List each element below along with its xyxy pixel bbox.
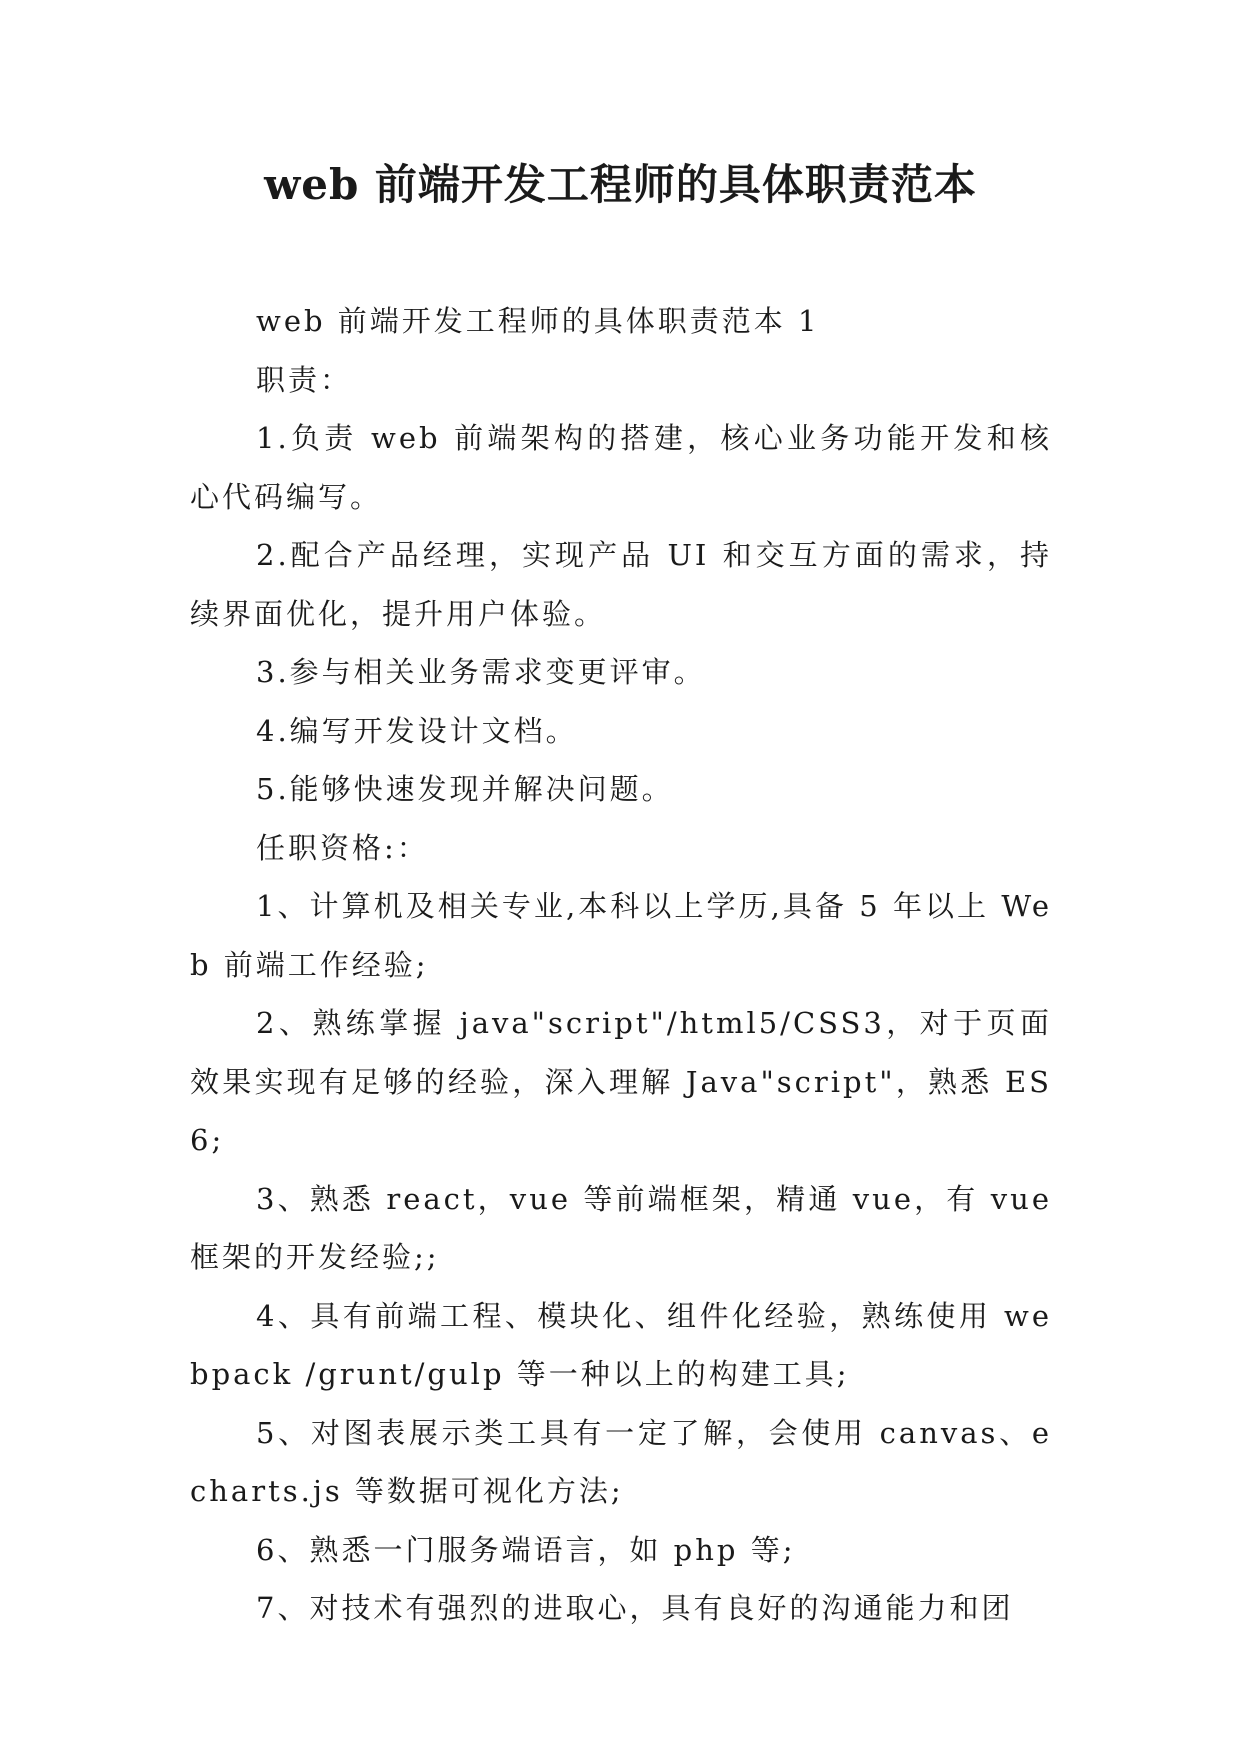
paragraph-duty-5: 5.能够快速发现并解决问题。 [256,772,674,806]
paragraph-qualification-2: 2、熟练掌握 java"script"/html5/CSS3，对于页面效果实现有足够的经验，深入理解 Java"script"，熟悉 ES6; [190,1006,1052,1157]
paragraph-qualification-4: 4、具有前端工程、模块化、组件化经验，熟练使用 webpack /grunt/gulp 等一种以上的构建工具; [190,1298,1052,1391]
document-body [190,292,1052,1638]
paragraph-duty-4: 4.编写开发设计文档。 [256,713,578,748]
paragraph-qualifications-label: 任职资格:： [256,830,429,865]
paragraph-duty-3: 3.参与相关业务需求变更评审。 [256,655,706,689]
paragraph-qualification-3: 3、熟悉 react，vue 等前端框架，精通 vue，有 vue 框架的开发经验;; [190,1181,1052,1274]
document-title: web 前端开发工程师的具体职责范本 [264,160,977,209]
paragraph-qualification-6: 6、熟悉一门服务端语言，如 php 等; [256,1532,796,1567]
paragraph-qualification-7: 7、对技术有强烈的进取心，具有良好的沟通能力和团 [256,1591,1014,1625]
paragraph-qualification-1: 1、计算机及相关专业,本科以上学历,具备 5 年以上 Web 前端工作经验; [190,889,1052,982]
paragraph-qualification-5: 5、对图表展示类工具有一定了解，会使用 canvas、echarts.js 等数据可视化方法; [190,1415,1052,1508]
paragraph-duty-1: 1.负责 web 前端架构的搭建，核心业务功能开发和核心代码编写。 [190,421,1052,514]
paragraph-heading: web 前端开发工程师的具体职责范本 1 [256,304,820,338]
paragraph-duties-label: 职责： [256,362,353,397]
paragraph-duty-2: 2.配合产品经理，实现产品 UI 和交互方面的需求，持续界面优化，提升用户体验。 [190,538,1052,631]
